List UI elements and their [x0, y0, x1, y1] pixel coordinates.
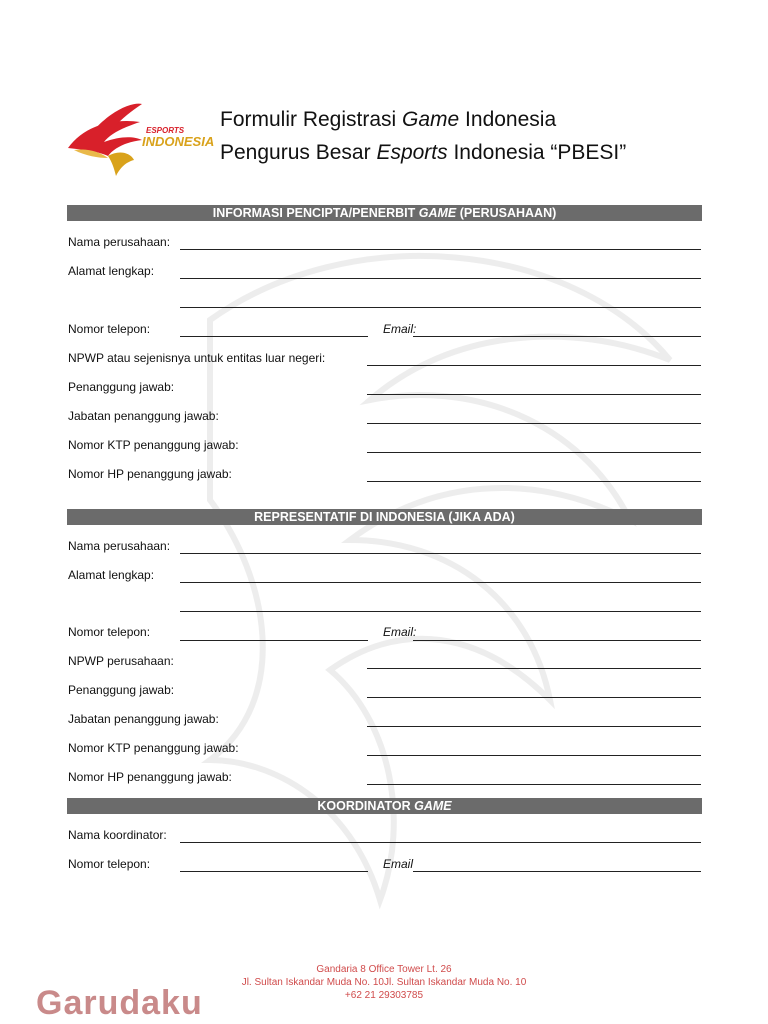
field-alamat-1a[interactable] [180, 278, 701, 279]
field-penanggung-2[interactable] [367, 697, 701, 698]
form-title-line1: Formulir Registrasi Game Indonesia [220, 108, 557, 131]
footer-address-line2: Jl. Sultan Iskandar Muda No. 10Jl. Sultan Iskandar Muda No. 10 [241, 977, 527, 988]
label-email-1: Email: [383, 322, 417, 336]
field-nama-koordinator[interactable] [180, 842, 701, 843]
label-ktp-2: Nomor KTP penanggung jawab: [68, 741, 239, 755]
label-nama-koordinator: Nama koordinator: [68, 828, 167, 842]
field-alamat-2a[interactable] [180, 582, 701, 583]
label-nama-perusahaan-1: Nama perusahaan: [68, 235, 171, 249]
label-hp-1: Nomor HP penanggung jawab: [68, 467, 232, 481]
label-telepon-3: Nomor telepon: [68, 857, 151, 871]
garudaku-watermark-logo: Garudaku [36, 984, 203, 1022]
label-hp-2: Nomor HP penanggung jawab: [68, 770, 232, 784]
field-email-1[interactable] [413, 336, 701, 337]
label-jabatan-2: Jabatan penanggung jawab: [68, 712, 219, 726]
field-hp-1[interactable] [367, 481, 701, 482]
svg-text:ESPORTS: ESPORTS [146, 126, 185, 135]
field-npwp-2[interactable] [367, 668, 701, 669]
label-email-3: Email [383, 857, 414, 871]
label-email-2: Email: [383, 625, 417, 639]
label-penanggung-1: Penanggung jawab: [68, 380, 175, 394]
field-jabatan-2[interactable] [367, 726, 701, 727]
field-telepon-1[interactable] [180, 336, 368, 337]
label-telepon-1: Nomor telepon: [68, 322, 151, 336]
field-alamat-1b[interactable] [180, 307, 701, 308]
field-penanggung-1[interactable] [367, 394, 701, 395]
field-email-2[interactable] [413, 640, 701, 641]
field-nama-perusahaan-1[interactable] [180, 249, 701, 250]
esports-indonesia-logo [64, 100, 216, 180]
label-jabatan-1: Jabatan penanggung jawab: [68, 409, 219, 423]
field-telepon-2[interactable] [180, 640, 368, 641]
section-header-pencipta: INFORMASI PENCIPTA/PENERBIT GAME (PERUSAHAAN) [67, 205, 702, 221]
label-npwp-2: NPWP perusahaan: [68, 654, 174, 668]
label-ktp-1: Nomor KTP penanggung jawab: [68, 438, 239, 452]
field-ktp-2[interactable] [367, 755, 701, 756]
label-npwp-1: NPWP atau sejenisnya untuk entitas luar negeri: [68, 351, 326, 365]
field-ktp-1[interactable] [367, 452, 701, 453]
svg-text:INDONESIA: INDONESIA [142, 134, 215, 149]
label-alamat-1: Alamat lengkap: [68, 264, 155, 278]
footer-phone: +62 21 29303785 [344, 990, 424, 1001]
label-telepon-2: Nomor telepon: [68, 625, 151, 639]
label-alamat-2: Alamat lengkap: [68, 568, 155, 582]
field-nama-perusahaan-2[interactable] [180, 553, 701, 554]
field-jabatan-1[interactable] [367, 423, 701, 424]
label-penanggung-2: Penanggung jawab: [68, 683, 175, 697]
field-npwp-1[interactable] [367, 365, 701, 366]
field-alamat-2b[interactable] [180, 611, 701, 612]
footer-address-line1: Gandaria 8 Office Tower Lt. 26 [316, 964, 452, 975]
label-nama-perusahaan-2: Nama perusahaan: [68, 539, 171, 553]
field-hp-2[interactable] [367, 784, 701, 785]
section-header-koordinator: KOORDINATOR GAME [67, 798, 702, 814]
field-telepon-3[interactable] [180, 871, 368, 872]
form-title-line2: Pengurus Besar Esports Indonesia “PBESI” [220, 141, 627, 164]
field-email-3[interactable] [413, 871, 701, 872]
section-header-representatif: REPRESENTATIF DI INDONESIA (JIKA ADA) [67, 509, 702, 525]
